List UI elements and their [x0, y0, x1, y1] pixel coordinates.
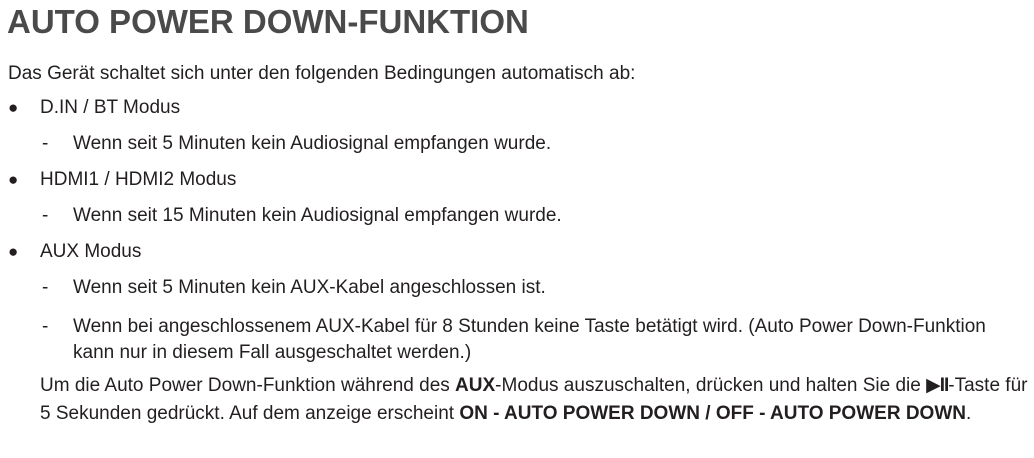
- play-pause-icon: ▶II: [926, 375, 949, 396]
- message-separator: /: [699, 403, 716, 424]
- bullet-icon: ●: [8, 242, 19, 261]
- dash-marker: -: [42, 316, 49, 337]
- condition-text: Wenn seit 15 Minuten kein Audiosignal empfangen wurde.: [73, 205, 562, 226]
- display-off-message: OFF - AUTO POWER DOWN: [715, 403, 966, 424]
- aux-mode-emphasis: AUX: [455, 375, 496, 396]
- aux-disable-note: [40, 372, 1030, 428]
- note-text: -Taste für 5 Sekunden gedrückt. Auf dem anzeige erscheint: [40, 375, 1028, 424]
- display-on-message: ON - AUTO POWER DOWN: [459, 403, 700, 424]
- mode-label: HDMI1 / HDMI2 Modus: [40, 169, 237, 190]
- note-end: .: [965, 403, 972, 424]
- condition-text: Wenn seit 5 Minuten kein Audiosignal empfangen wurde.: [73, 133, 552, 154]
- section-title: AUTO POWER DOWN-FUNKTION: [7, 3, 529, 40]
- mode-label: AUX Modus: [40, 241, 142, 262]
- note-text: Um die Auto Power Down-Funktion während des: [40, 375, 456, 396]
- mode-label: D.IN / BT Modus: [40, 97, 181, 118]
- bullet-icon: ●: [8, 98, 19, 117]
- note-text: -Modus auszuschalten, drücken und halten Sie die: [495, 375, 927, 396]
- bullet-icon: ●: [8, 170, 19, 189]
- condition-text: Wenn seit 5 Minuten kein AUX-Kabel angeschlossen ist.: [73, 277, 546, 298]
- dash-marker: -: [42, 133, 49, 154]
- dash-marker: -: [42, 277, 49, 298]
- intro-text: Das Gerät schaltet sich unter den folgenden Bedingungen automatisch ab:: [8, 63, 636, 84]
- dash-marker: -: [42, 205, 49, 226]
- condition-text: Wenn bei angeschlossenem AUX-Kabel für 8 Stunden keine Taste betätigt wird. (Auto Power Down-Funktion kann nur in diesem Fall ausgeschaltet werden.): [73, 316, 986, 363]
